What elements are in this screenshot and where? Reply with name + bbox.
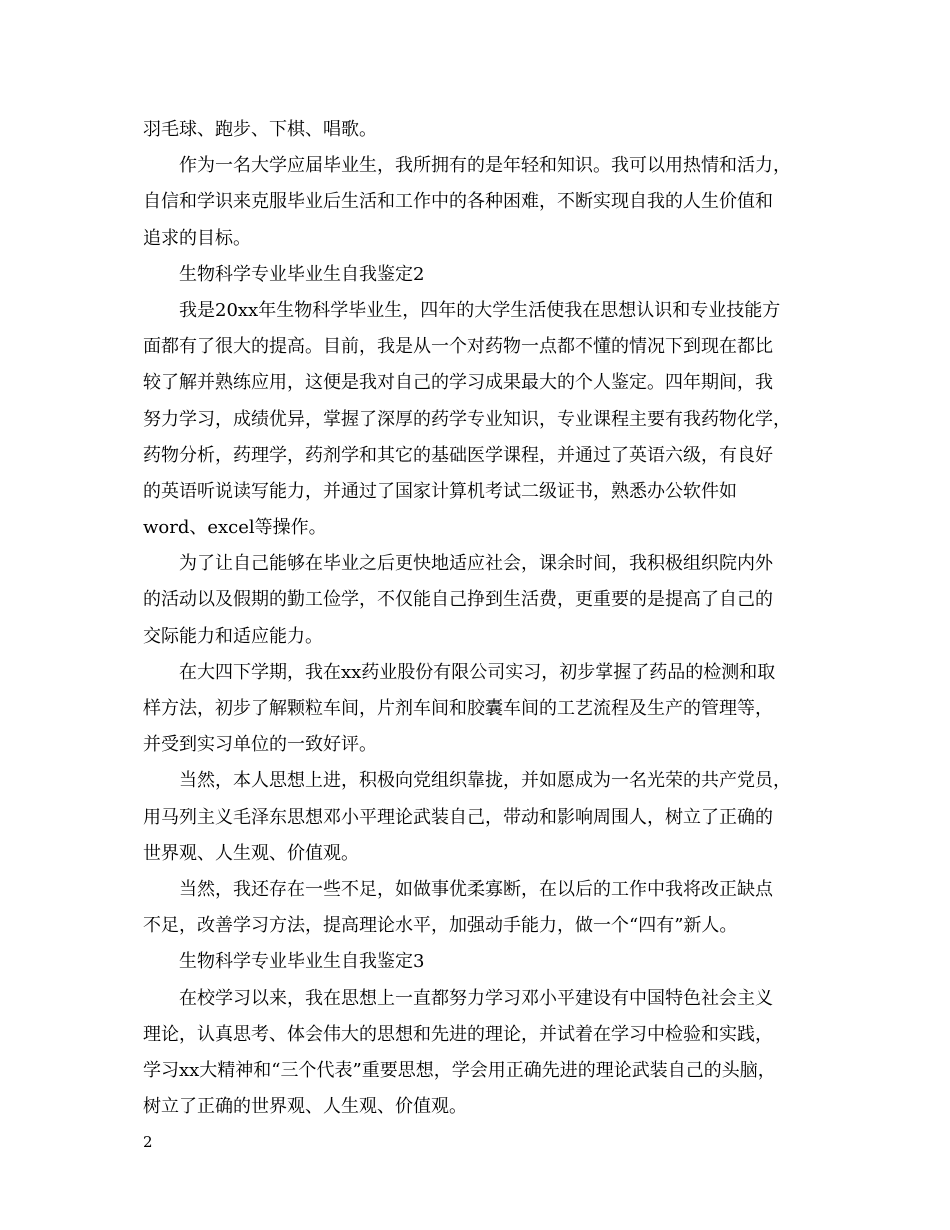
text-line: 较了解并熟练应用，这便是我对自己的学习成果最大的个人鉴定。四年期间，我 <box>143 372 773 394</box>
text-line: 树立了正确的世界观、人生观、价值观。 <box>143 1096 467 1118</box>
text-line: 在大四下学期，我在xx药业股份有限公司实习，初步掌握了药品的检测和取 <box>179 661 776 683</box>
text-line: word、excel等操作。 <box>143 517 327 539</box>
text-line: 当然，本人思想上进，积极向党组织靠拢，并如愿成为一名光荣的共产党员， <box>179 770 791 792</box>
text-line: 生物科学专业毕业生自我鉴定3 <box>179 951 425 973</box>
text-line: 在校学习以来，我在思想上一直都努力学习邓小平建设有中国特色社会主义 <box>179 987 773 1009</box>
text-line: 当然，我还存在一些不足，如做事优柔寡断，在以后的工作中我将改正缺点 <box>179 878 773 900</box>
text-line: 样方法，初步了解颗粒车间，片剂车间和胶囊车间的工艺流程及生产的管理等， <box>143 698 773 719</box>
text-line: 我是20xx年生物科学毕业生，四年的大学生活使我在思想认识和专业技能方 <box>179 299 781 321</box>
text-line: 的活动以及假期的勤工俭学，不仅能自己挣到生活费，更重要的是提高了自己的 <box>143 589 773 611</box>
text-line: 不足，改善学习方法，提高理论水平，加强动手能力，做一个“四有”新人。 <box>143 915 738 937</box>
text-line: 用马列主义毛泽东思想邓小平理论武装自己，带动和影响周围人，树立了正确的 <box>143 806 773 828</box>
text-line: 努力学习，成绩优异，掌握了深厚的药学专业知识，专业课程主要有我药物化学， <box>143 408 791 430</box>
text-line: 生物科学专业毕业生自我鉴定2 <box>179 263 425 285</box>
text-line: 追求的目标。 <box>143 227 251 249</box>
text-line: 的英语听说读写能力，并通过了国家计算机考试二级证书，熟悉办公软件如 <box>143 480 737 502</box>
text-line: 作为一名大学应届毕业生，我所拥有的是年轻和知识。我可以用热情和活力， <box>179 155 791 177</box>
text-line: 世界观、人生观、价值观。 <box>143 842 359 864</box>
document-body <box>143 112 828 1125</box>
text-line: 羽毛球、跑步、下棋、唱歌。 <box>143 119 377 140</box>
text-line: 为了让自己能够在毕业之后更快地适应社会，课余时间，我积极组织院内外 <box>179 553 773 575</box>
text-line: 交际能力和适应能力。 <box>143 625 323 647</box>
text-line: 自信和学识来克服毕业后生活和工作中的各种困难，不断实现自我的人生价值和 <box>143 191 773 213</box>
text-line: 理论，认真思考、体会伟大的思想和先进的理论，并试着在学习中检验和实践， <box>143 1023 773 1045</box>
text-line: 并受到实习单位的一致好评。 <box>143 734 377 756</box>
text-line: 药物分析，药理学，药剂学和其它的基础医学课程，并通过了英语六级，有良好 <box>143 444 773 466</box>
text-line: 学习xx大精神和“三个代表”重要思想，学会用正确先进的理论武装自己的头脑， <box>143 1059 776 1081</box>
text-line: 面都有了很大的提高。目前，我是从一个对药物一点都不懂的情况下到现在都比 <box>143 336 773 358</box>
page-number: 2 <box>143 1133 153 1151</box>
